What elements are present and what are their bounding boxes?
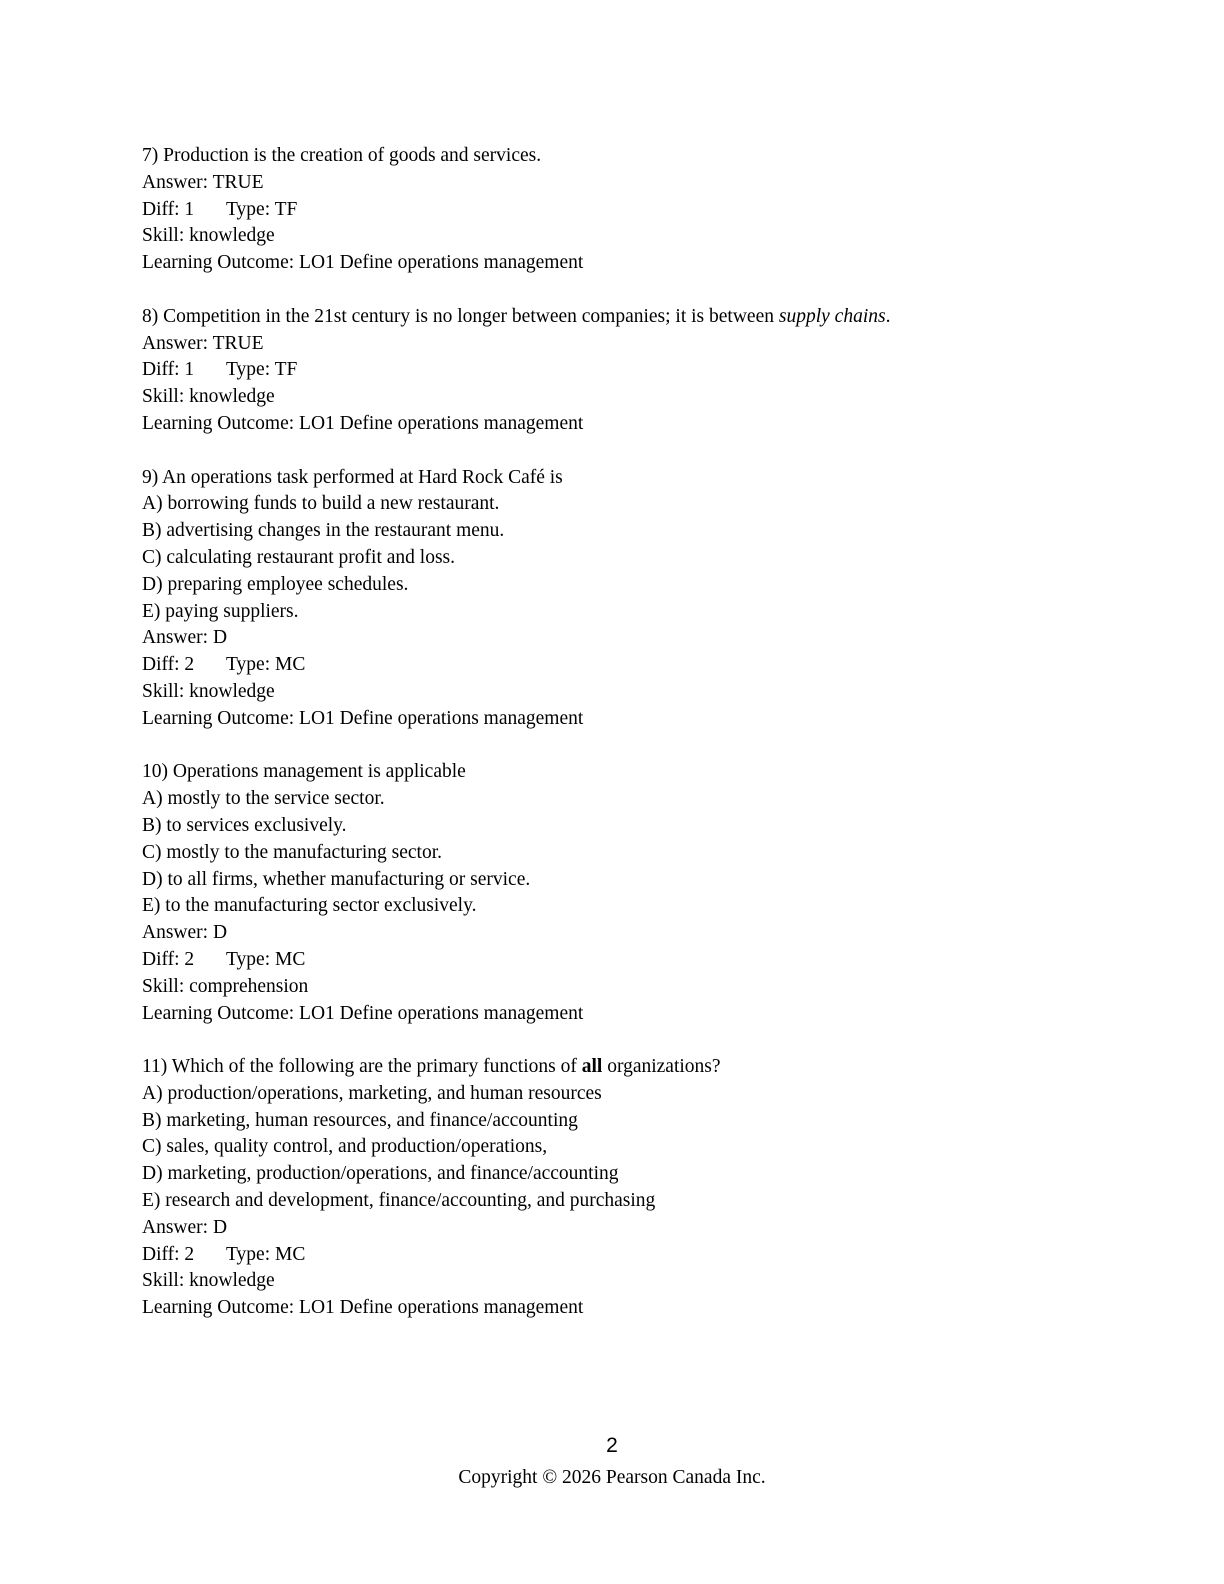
answer-line: Answer: TRUE <box>142 332 264 354</box>
question-prompt: 10) Operations management is applicable <box>142 761 466 783</box>
option-e: E) paying suppliers. <box>142 600 299 622</box>
learning-outcome-line: Learning Outcome: LO1 Define operations management <box>142 1297 584 1319</box>
learning-outcome-line: Learning Outcome: LO1 Define operations management <box>142 707 584 729</box>
question-11 <box>142 1054 1102 1322</box>
question-type: Type: MC <box>226 654 306 676</box>
learning-outcome-line: Learning Outcome: LO1 Define operations management <box>142 1002 584 1024</box>
question-type: Type: MC <box>226 1243 306 1265</box>
difficulty: Diff: 2 <box>142 1243 195 1265</box>
option-d: D) marketing, production/operations, and finance/accounting <box>142 1163 619 1185</box>
question-prompt: 9) An operations task performed at Hard Rock Café is <box>142 466 563 488</box>
skill-line: Skill: knowledge <box>142 225 275 247</box>
option-a: A) mostly to the service sector. <box>142 788 385 810</box>
page-number: 2 <box>606 1434 618 1457</box>
option-b: B) marketing, human resources, and finance/accounting <box>142 1109 578 1131</box>
skill-line: Skill: knowledge <box>142 386 275 408</box>
option-e: E) research and development, finance/accounting, and purchasing <box>142 1190 656 1212</box>
prompt-text: 8) Competition in the 21st century is no longer between companies; it is between <box>142 305 779 327</box>
option-b: B) advertising changes in the restaurant menu. <box>142 520 505 542</box>
learning-outcome-line: Learning Outcome: LO1 Define operations management <box>142 252 584 274</box>
prompt-emphasis: supply chains <box>778 305 886 327</box>
answer-line: Answer: D <box>142 1216 228 1238</box>
question-8 <box>142 304 1102 438</box>
skill-line: Skill: comprehension <box>142 975 309 997</box>
option-a: A) borrowing funds to build a new restaurant. <box>142 493 500 515</box>
difficulty: Diff: 1 <box>142 359 195 381</box>
diff-type-line <box>142 1242 1102 1269</box>
question-7 <box>142 143 1102 277</box>
prompt-text: 11) Which of the following are the primary functions of <box>142 1056 582 1078</box>
option-e: E) to the manufacturing sector exclusively. <box>142 895 477 917</box>
question-prompt <box>142 1054 1102 1081</box>
option-c: C) sales, quality control, and production/operations, <box>142 1136 548 1158</box>
prompt-bold: all <box>581 1056 603 1078</box>
prompt-end: organizations? <box>602 1056 721 1078</box>
question-type: Type: MC <box>226 948 306 970</box>
diff-type-line <box>142 652 1102 679</box>
learning-outcome-line: Learning Outcome: LO1 Define operations management <box>142 412 584 434</box>
option-d: D) to all firms, whether manufacturing or service. <box>142 868 531 890</box>
prompt-end: . <box>885 305 891 327</box>
skill-line: Skill: knowledge <box>142 1270 275 1292</box>
skill-line: Skill: knowledge <box>142 680 275 702</box>
question-10 <box>142 759 1102 1027</box>
question-type: Type: TF <box>226 359 298 381</box>
copyright-notice: Copyright © 2026 Pearson Canada Inc. <box>458 1467 766 1488</box>
option-c: C) mostly to the manufacturing sector. <box>142 841 443 863</box>
difficulty: Diff: 2 <box>142 948 195 970</box>
question-prompt: 7) Production is the creation of goods and services. <box>142 145 542 166</box>
answer-line: Answer: D <box>142 627 228 649</box>
difficulty: Diff: 1 <box>142 198 195 220</box>
diff-type-line <box>142 947 1102 974</box>
question-prompt <box>142 304 1102 331</box>
question-list <box>142 143 1102 1349</box>
option-c: C) calculating restaurant profit and loss. <box>142 546 455 568</box>
answer-line: Answer: D <box>142 922 228 944</box>
diff-type-line <box>142 197 1102 224</box>
answer-line: Answer: TRUE <box>142 171 264 193</box>
option-b: B) to services exclusively. <box>142 814 347 836</box>
question-type: Type: TF <box>226 198 298 220</box>
difficulty: Diff: 2 <box>142 654 195 676</box>
option-a: A) production/operations, marketing, and human resources <box>142 1082 602 1104</box>
option-d: D) preparing employee schedules. <box>142 573 409 595</box>
diff-type-line <box>142 357 1102 384</box>
question-9 <box>142 465 1102 733</box>
